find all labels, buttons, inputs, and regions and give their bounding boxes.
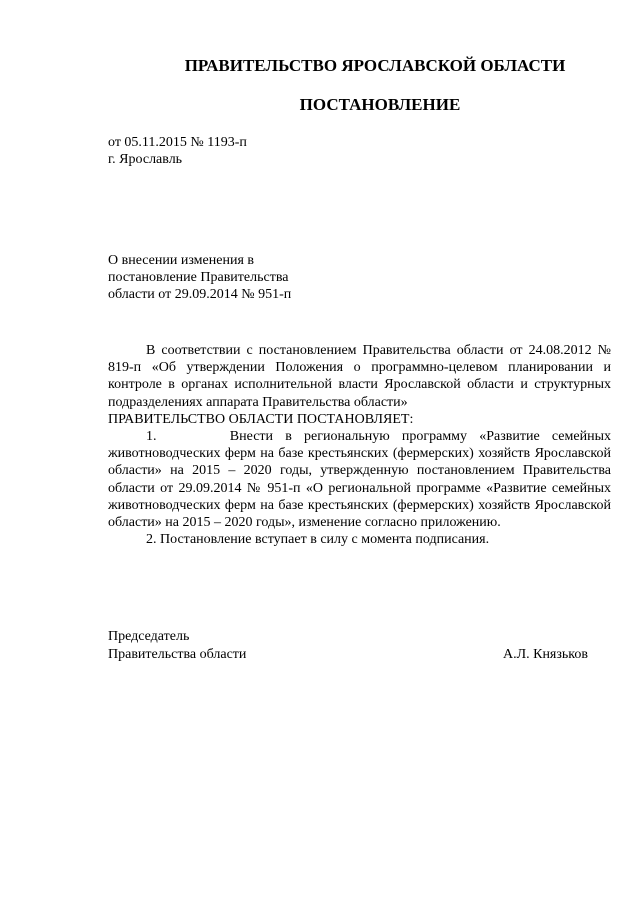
date-number: от 05.11.2015 № 1193-п (108, 135, 247, 150)
signature-row (108, 646, 588, 664)
document-subject (108, 252, 291, 303)
item-2-paragraph: 2. Постановление вступает в силу с момента подписания. (146, 532, 490, 548)
item-1-paragraph: 1. Внести в региональную программу «Развитие семейных животноводческих ферм на базе крестьянских (фермерских) хозяйств Ярославской области» на 2015 – 2020 годы, утвержденную постановлением Правительства области от 29.09.2014 № 951-п «О региональной программе «Развитие семейных животноводческих ферм на базе крестьянских (фермерских) хозяйств Ярославской области» на 2015 – 2020 годы», изменение согласно приложению. (108, 429, 611, 531)
document-body (108, 342, 611, 548)
document-meta (108, 134, 247, 168)
signatory-title-line-1: Председатель (108, 629, 190, 644)
subject-line: О внесении изменения в (108, 253, 254, 268)
signature-block (108, 628, 588, 664)
subject-line: постановление Правительства (108, 270, 289, 285)
subject-line: области от 29.09.2014 № 951-п (108, 287, 292, 302)
signatory-name: А.Л. Князьков (503, 647, 588, 662)
city: г. Ярославль (108, 152, 183, 167)
document-type-title: ПОСТАНОВЛЕНИЕ (299, 95, 461, 114)
preamble-paragraph: В соответствии с постановлением Правительства области от 24.08.2012 № 819-п «Об утверждении Положения о программно-целевом планировании и контроле в органах исполнительной власти Ярославской области и структурных подразделениях аппарата Правительства области» (108, 343, 611, 410)
government-title: ПРАВИТЕЛЬСТВО ЯРОСЛАВСКОЙ ОБЛАСТИ (184, 56, 566, 75)
resolves-line: ПРАВИТЕЛЬСТВО ОБЛАСТИ ПОСТАНОВЛЯЕТ: (108, 411, 414, 427)
signatory-title-line-2: Правительства области (108, 647, 247, 662)
